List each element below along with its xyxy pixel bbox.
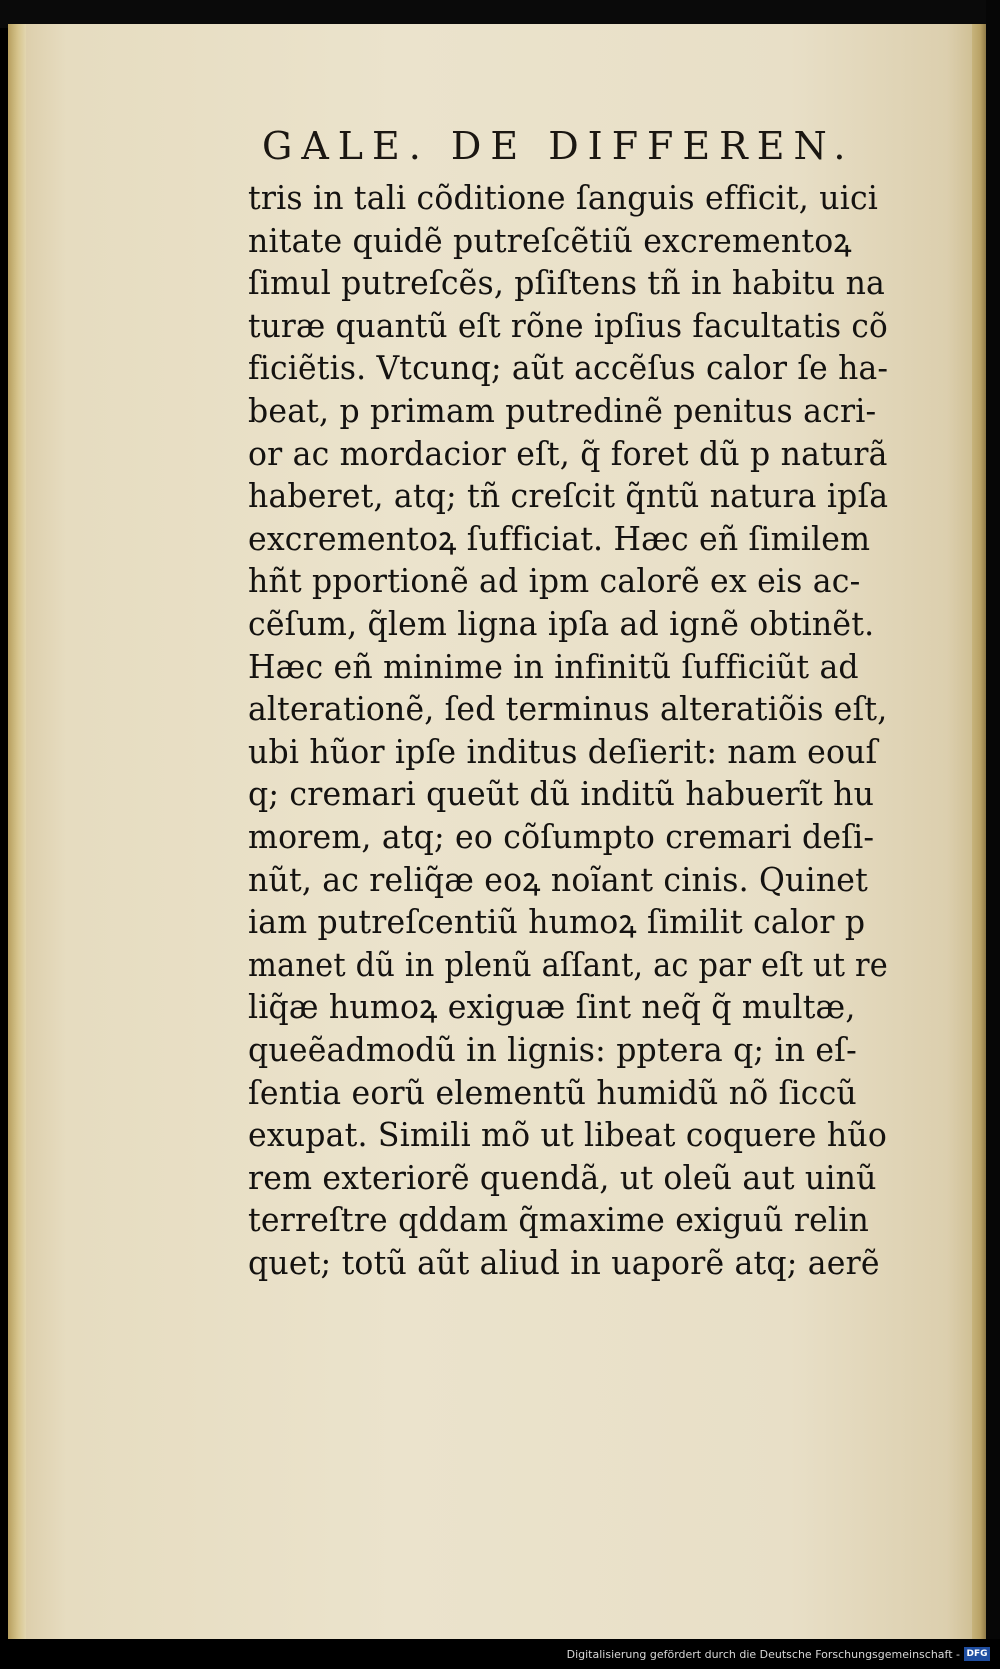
text-line: liq̃æ humoꝝ exiguæ ſint neq̃ q̃ multæ,: [248, 987, 856, 1027]
text-line: nitate quidẽ putreſcẽtiũ excrementoꝝ: [248, 220, 852, 260]
text-line: nũt, ac reliq̃æ eoꝝ noĩant cinis. Quinet: [248, 859, 869, 899]
text-line: manet dũ in plenũ aſſant, ac par eſt ut re: [248, 944, 888, 984]
text-line: haberet, atq; tñ creſcit q̃ntũ natura ipſa: [248, 476, 889, 516]
text-line: Hæc eñ minime in infinitũ ſufficiũt ad: [248, 646, 859, 686]
text-line: morem, atq; eo cõſumpto cremari deſi-: [248, 817, 875, 856]
text-line: turæ quantũ eſt rõne ipſius facultatis cõ: [248, 305, 888, 345]
text-line: ſentia eorũ elementũ humidũ nõ ſiccũ: [248, 1072, 857, 1112]
running-head: GALE. DE DIFFEREN.: [262, 124, 855, 168]
text-line: rem exteriorẽ quendã, ut oleũ aut uinũ: [248, 1157, 877, 1197]
text-line: q; cremari queũt dũ inditũ habuerĩt hu: [248, 774, 875, 814]
footer-credit: Digitalisierung gefördert durch die Deutsche Forschungsgemeinschaft -: [566, 1648, 960, 1661]
text-line: or ac mordacior eſt, q̃ foret dũ p naturã: [248, 433, 888, 473]
text-line: iam putreſcentiũ humoꝝ ſimilit calor p: [248, 902, 866, 942]
text-line: ubi hũor ipſe inditus deſierit: nam eouſ: [248, 731, 878, 771]
text-line: quet; totũ aũt aliud in uaporẽ atq; aerẽ: [248, 1243, 880, 1282]
text-line: ſimul putreſcẽs, pſiſtens tñ in habitu na: [248, 263, 886, 303]
text-line: tris in tali cõditione ſanguis efficit, uici: [248, 178, 879, 217]
dfg-logo: DFG: [964, 1647, 990, 1661]
text-line: hñt pportionẽ ad ipm calorẽ ex eis ac-: [248, 561, 861, 601]
text-line: excrementoꝝ ſufficiat. Hæc eñ ſimilem: [248, 518, 871, 558]
text-line: cẽſum, q̃lem ligna ipſa ad ignẽ obtinẽt.: [248, 604, 875, 643]
text-line: exupat. Simili mõ ut libeat coquere hũo: [248, 1115, 887, 1155]
text-line: terreſtre qddam q̃maxime exiguũ relin: [248, 1200, 869, 1240]
text-line: queẽadmodũ in lignis: pptera q; in eſ-: [248, 1030, 857, 1069]
text-line: ficiẽtis. Vtcunq; aũt accẽſus calor ſe ha-: [248, 348, 889, 388]
text-line: alterationẽ, ſed terminus alteratiõis eſt,: [248, 689, 888, 729]
text-line: beat, p primam putredinẽ penitus acri-: [248, 391, 877, 430]
